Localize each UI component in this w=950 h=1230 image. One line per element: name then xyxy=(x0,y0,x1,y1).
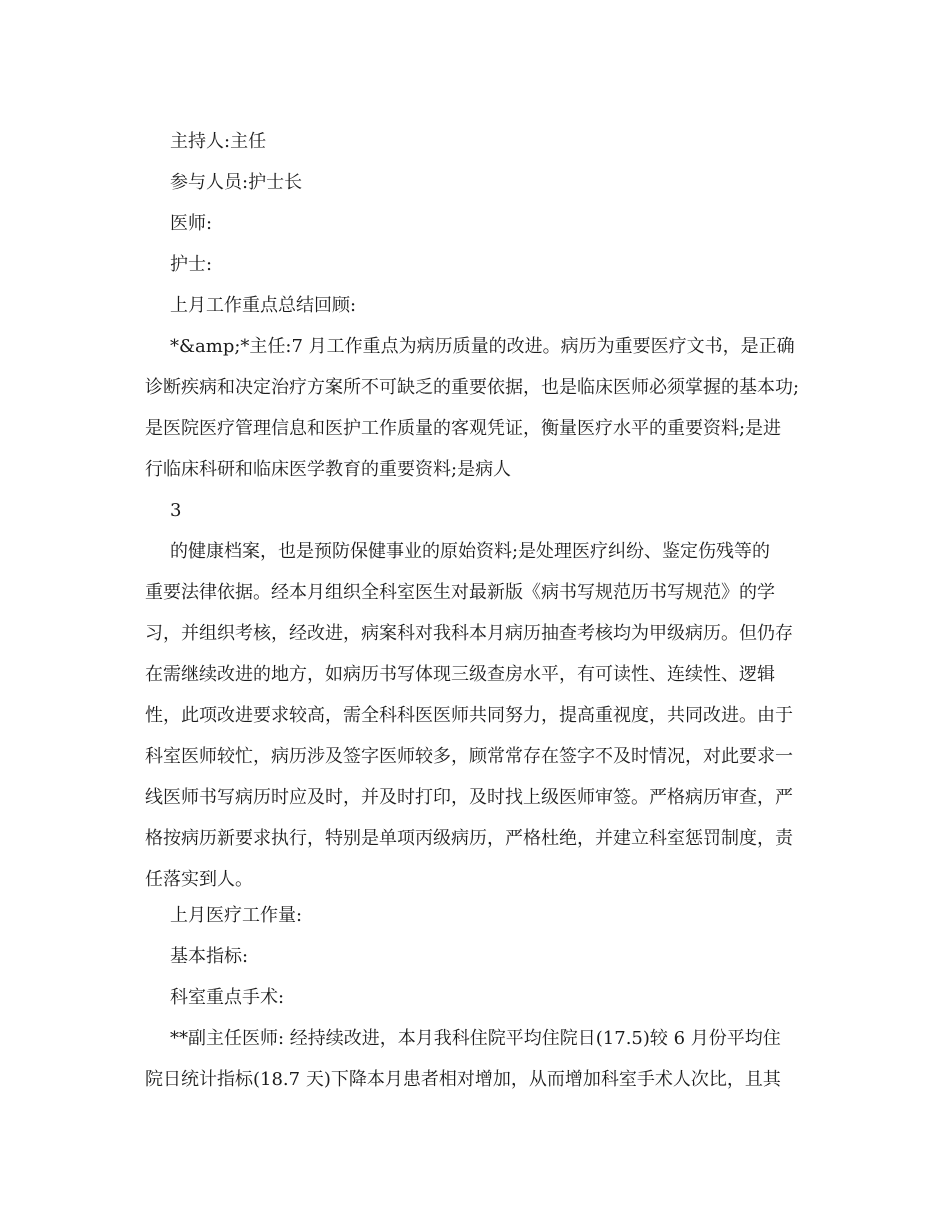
continued-line-3: 习，并组织考核，经改进，病案科对我科本月病历抽查考核均为甲级病历。但仍存 xyxy=(145,623,793,644)
review-line-3: 是医院医疗管理信息和医护工作质量的客观凭证，衡量医疗水平的重要资料;是进 xyxy=(145,418,782,439)
review-line-2: 诊断疾病和决定治疗方案所不可缺乏的重要依据，也是临床医师必须掌握的基本功; xyxy=(145,377,800,398)
continued-line-8: 格按病历新要求执行，特别是单项丙级病历，严格杜绝，并建立科室惩罚制度，责 xyxy=(145,828,793,849)
continued-line-1: 的健康档案，也是预防保健事业的原始资料;是处理医疗纠纷、鉴定伤残等的 xyxy=(170,541,771,562)
page-number-text: 3 xyxy=(170,500,182,521)
deputy-line-2: 院日统计指标(18.7 天)下降本月患者相对增加，从而增加科室手术人次比，且其 xyxy=(145,1069,781,1090)
workload-heading xyxy=(170,895,840,936)
review-paragraph xyxy=(145,326,815,490)
deputy-paragraph xyxy=(145,1018,815,1100)
host-text: 主持人:主任 xyxy=(170,131,267,152)
page-number xyxy=(170,490,840,531)
workload-heading-text: 上月医疗工作量: xyxy=(170,905,303,926)
continued-line-6: 科室医师较忙，病历涉及签字医师较多，顾常常存在签字不及时情况，对此要求一 xyxy=(145,746,793,767)
continued-line-7: 线医师书写病历时应及时，并及时打印，及时找上级医师审签。严格病历审查，严 xyxy=(145,787,793,808)
basic-indicators-text: 基本指标: xyxy=(170,946,249,967)
basic-indicators xyxy=(170,936,840,977)
key-surgery-text: 科室重点手术: xyxy=(170,987,285,1008)
key-surgery xyxy=(170,977,840,1018)
continued-paragraph xyxy=(145,531,815,900)
doctors-line xyxy=(170,203,840,244)
review-heading xyxy=(170,285,840,326)
continued-line-5: 性，此项改进要求较高，需全科科医医师共同努力，提高重视度，共同改进。由于 xyxy=(145,705,793,726)
review-line-4: 行临床科研和临床医学教育的重要资料;是病人 xyxy=(145,459,512,480)
review-line-1: *&amp;*主任:7 月工作重点为病历质量的改进。病历为重要医疗文书，是正确 xyxy=(170,336,795,357)
nurses-line xyxy=(170,244,840,285)
host-line xyxy=(170,121,840,162)
nurses-text: 护士: xyxy=(170,254,213,275)
continued-line-2: 重要法律依据。经本月组织全科室医生对最新版《病书写规范历书写规范》的学 xyxy=(145,582,775,603)
doctors-text: 医师: xyxy=(170,213,213,234)
participants-line xyxy=(170,162,840,203)
continued-line-4: 在需继续改进的地方，如病历书写体现三级查房水平，有可读性、连续性、逻辑 xyxy=(145,664,775,685)
continued-line-9: 任落实到人。 xyxy=(145,869,253,890)
deputy-line-1: **副主任医师: 经持续改进，本月我科住院平均住院日(17.5)较 6 月份平均住 xyxy=(170,1028,781,1049)
review-heading-text: 上月工作重点总结回顾: xyxy=(170,295,357,316)
participants-text: 参与人员:护士长 xyxy=(170,172,303,193)
